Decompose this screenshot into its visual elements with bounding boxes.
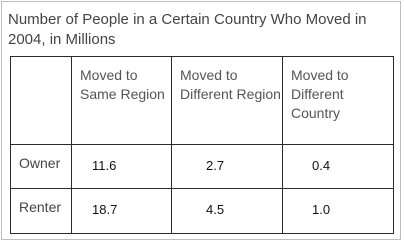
cell-owner-different-country: 0.4 xyxy=(283,144,394,189)
table-frame xyxy=(1,1,401,240)
cell-owner-different-region: 2.7 xyxy=(172,144,283,189)
table-row xyxy=(11,189,394,234)
table-title: Number of People in a Certain Country Who Moved in 2004, in Millions xyxy=(8,11,367,48)
corner-cell xyxy=(11,57,72,145)
column-header-same-region: Moved to Same Region xyxy=(72,57,172,145)
table-row xyxy=(11,144,394,189)
cell-owner-same-region: 11.6 xyxy=(72,144,172,189)
column-header-different-region: Moved to Different Region xyxy=(172,57,283,145)
cell-renter-different-region: 4.5 xyxy=(172,189,283,234)
header-row xyxy=(11,57,394,145)
row-label-renter: Renter xyxy=(11,189,72,234)
row-label-owner: Owner xyxy=(11,144,72,189)
cell-renter-same-region: 18.7 xyxy=(72,189,172,234)
column-header-different-country: Moved to Different Country xyxy=(283,57,394,145)
data-table xyxy=(10,56,394,234)
cell-renter-different-country: 1.0 xyxy=(283,189,394,234)
